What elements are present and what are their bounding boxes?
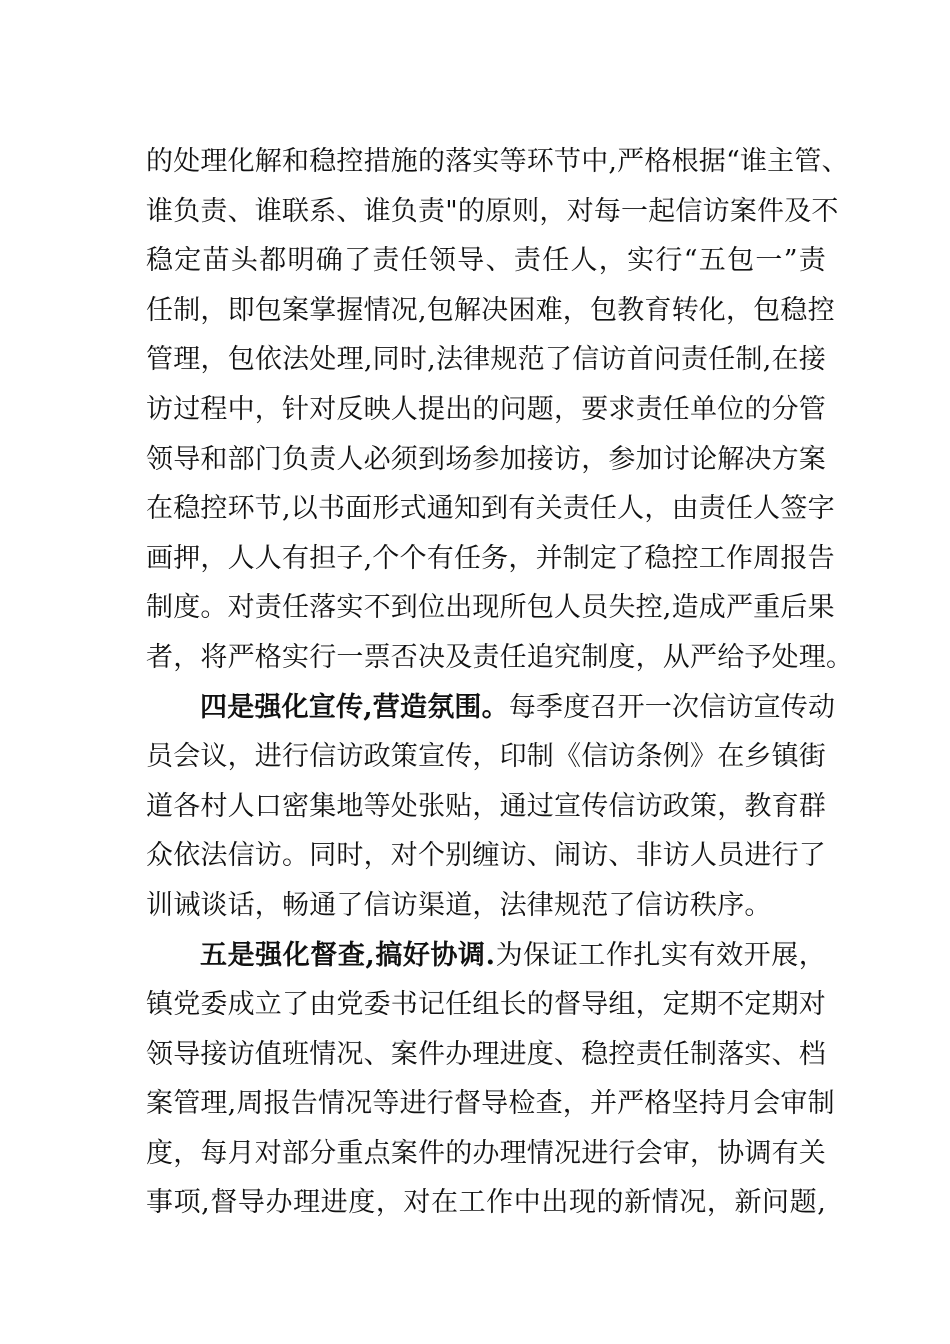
text-line-first	[146, 683, 836, 733]
text-line: 稳定苗头都明确了责任领导、责任人，实行“五包一”责	[146, 245, 826, 277]
paragraph-heading: 五是强化督查,搞好协调.	[200, 939, 496, 971]
text-line: 访过程中，针对反映人提出的问题，要求责任单位的分管	[146, 393, 826, 425]
text-run: 为保证工作扎实有效开展，	[495, 939, 826, 971]
text-line: 画押，人人有担子,个个有任务，并制定了稳控工作周报告	[146, 542, 835, 574]
paragraph-responsibility	[146, 137, 854, 683]
text-line: 员会议，进行信访政策宣传，印制《信访条例》在乡镇街	[146, 741, 826, 773]
text-line: 度，每月对部分重点案件的办理情况进行会审，协调有关	[146, 1137, 826, 1169]
text-line: 谁负责、谁联系、谁负责"的原则，对每一起信访案件及不	[146, 195, 839, 227]
text-line: 事项,督导办理进度，对在工作中出现的新情况，新问题,	[146, 1187, 826, 1219]
document-body	[146, 137, 854, 1228]
paragraph-heading: 四是强化宣传,营造氛围。	[200, 691, 509, 723]
paragraph-publicity	[146, 683, 836, 931]
text-line-first	[146, 931, 826, 981]
text-line: 者，将严格实行一票否决及责任追究制度，从严给予处理。	[146, 641, 854, 673]
paragraph-supervision	[146, 931, 835, 1229]
text-line: 训诫谈话，畅通了信访渠道，法律规范了信访秩序。	[146, 889, 772, 921]
text-line: 镇党委成立了由党委书记任组长的督导组，定期不定期对	[146, 989, 826, 1021]
text-line: 案管理,周报告情况等进行督导检查，并严格坚持月会审制	[146, 1088, 835, 1120]
text-line: 任制，即包案掌握情况,包解决困难，包教育转化，包稳控	[146, 294, 835, 326]
text-line: 的处理化解和稳控措施的落实等环节中,严格根据“谁主管、	[146, 146, 849, 177]
text-line: 众依法信访。同时，对个别缠访、闹访、非访人员进行了	[146, 840, 826, 872]
text-run: 每季度召开一次信访宣传动	[508, 691, 836, 723]
text-line: 在稳控环节,以书面形式通知到有关责任人，由责任人签字	[146, 493, 835, 525]
text-line: 管理，包依法处理,同时,法律规范了信访首问责任制,在接	[146, 344, 826, 376]
text-line: 道各村人口密集地等处张贴，通过宣传信访政策，教育群	[146, 790, 826, 822]
text-line: 领导和部门负责人必须到场参加接访，参加讨论解决方案	[146, 443, 826, 475]
text-line: 制度。对责任落实不到位出现所包人员失控,造成严重后果	[146, 592, 835, 624]
text-line: 领导接访值班情况、案件办理进度、稳控责任制落实、档	[146, 1038, 826, 1070]
